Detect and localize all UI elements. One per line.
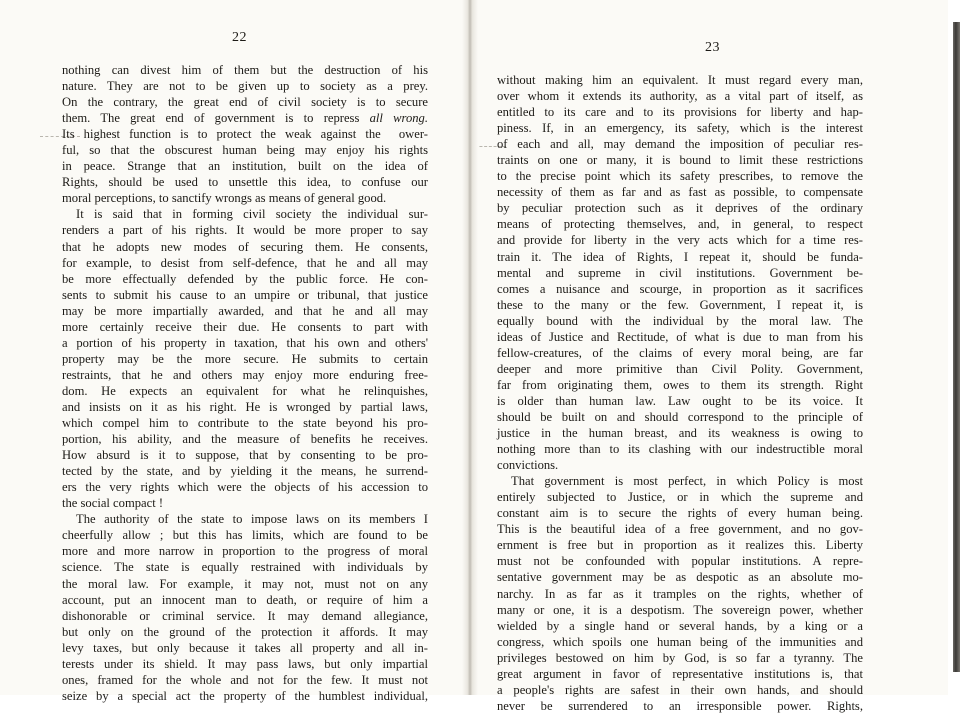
text-line xyxy=(497,473,863,489)
text-line-content: ernment is free but in proportion as it realizes this. Liberty xyxy=(497,538,863,553)
text-line-content: be more effectually defended by the public force. He con- xyxy=(62,271,428,286)
text-line xyxy=(62,495,428,511)
text-line xyxy=(497,361,863,377)
text-line-content: great argument in favor of representative institutions is, that xyxy=(497,666,863,681)
text-line xyxy=(497,120,863,136)
text-line-content: of each and all, may demand the imposition of peculiar res- xyxy=(497,137,863,152)
text-line xyxy=(497,553,863,569)
text-line xyxy=(497,650,863,666)
text-line-content: but only on the ground of the protection it affords. It may xyxy=(62,624,428,639)
text-line-content: equally bound with the individual by the moral law. The xyxy=(497,313,863,328)
edge-shadow xyxy=(953,22,960,672)
text-line-content: science. The state is equally restrained with individuals by xyxy=(62,560,428,575)
text-line xyxy=(62,222,428,238)
text-line-content: narchy. In as far as it tramples on the rights, whether of xyxy=(497,586,863,601)
text-line xyxy=(497,634,863,650)
text-line-content: sents to submit his cause to an umpire or tribunal, that justice xyxy=(62,287,428,302)
text-line-content: may be more impartially awarded, and that he and all may xyxy=(62,303,428,318)
text-line xyxy=(62,447,428,463)
text-line xyxy=(497,618,863,634)
text-line xyxy=(497,281,863,297)
text-line xyxy=(497,569,863,585)
left-page-body xyxy=(62,62,428,704)
text-line-content: nothing more than to its clashing with our indestructible moral xyxy=(497,442,863,457)
text-line-content: the social compact ! xyxy=(62,496,164,511)
text-line-content: renders a part of his rights. It would be more proper to say xyxy=(62,223,428,238)
right-page-body xyxy=(497,72,863,714)
text-line xyxy=(497,409,863,425)
text-line xyxy=(62,399,428,415)
text-line-content: It is said that in forming civil society the individual sur- xyxy=(76,207,428,222)
text-line-content: is older than human law. Law ought to be its voice. It xyxy=(497,393,863,408)
book-gutter xyxy=(462,0,478,695)
text-line xyxy=(62,335,428,351)
text-line xyxy=(62,383,428,399)
text-line xyxy=(62,255,428,271)
text-line xyxy=(62,592,428,608)
text-line-content: entirely subjected to Justice, or in which the supreme and xyxy=(497,490,863,505)
text-line xyxy=(62,608,428,624)
text-line xyxy=(62,78,428,94)
text-line-content: by peculiar protection such as it deprives of the ordinary xyxy=(497,201,863,216)
text-line-content: portion, his ability, and the measure of benefits he receives. xyxy=(62,432,428,447)
text-line xyxy=(62,511,428,527)
text-line-content: and provide for liberty in the very acts which for a time res- xyxy=(497,233,863,248)
text-line-content: piness. If, in an emergency, its safety, which is the interest xyxy=(497,121,863,136)
text-line-content: convictions. xyxy=(497,458,559,473)
text-line-content: justice in the human breast, and its weakness is owing to xyxy=(497,426,863,441)
text-line xyxy=(497,184,863,200)
text-line xyxy=(62,110,428,126)
text-line xyxy=(62,576,428,592)
text-line-content: privileges bestowed on him by God, is so far a tyranny. The xyxy=(497,650,863,665)
right-page xyxy=(470,0,950,713)
text-line-content: mental and supreme in civil institutions. Government be- xyxy=(497,265,863,280)
text-line-content: never be surrendered to an irresponsible power. Rights, xyxy=(497,698,863,713)
text-line xyxy=(497,537,863,553)
text-line-content: fellow-creatures, of the claims of every moral being, are far xyxy=(497,345,863,360)
text-line-content: means of protecting themselves, and, in general, to respect xyxy=(497,217,863,232)
text-line xyxy=(62,367,428,383)
text-line-content: should be built on and should correspond to the principle of xyxy=(497,409,863,424)
text-line-content: On the contrary, the great end of civil society is to secure xyxy=(62,95,428,110)
text-line xyxy=(62,319,428,335)
text-line xyxy=(497,489,863,505)
text-line xyxy=(62,351,428,367)
text-line xyxy=(497,521,863,537)
text-line xyxy=(62,271,428,287)
text-line xyxy=(497,152,863,168)
text-line xyxy=(497,249,863,265)
text-line xyxy=(497,441,863,457)
text-line xyxy=(62,206,428,222)
text-line-content: and insists on it as his right. He is wronged by partial laws, xyxy=(62,399,428,414)
text-line-content: ers the very rights which were the objects of his accession to xyxy=(62,480,428,495)
text-line-content: levy taxes, but only because it takes all property and all in- xyxy=(62,640,428,655)
text-line-content: congress, which spoils one human being of the immunities and xyxy=(497,634,863,649)
text-line-content: nothing can divest him of them but the destruction of his xyxy=(62,63,428,77)
text-line-content: cheerfully allow ; but this has limits, which are found to be xyxy=(62,528,428,543)
text-line-content: to the precise point which its safety prescribes, to remove the xyxy=(497,169,863,184)
text-line-content: more and more narrow in proportion to the progress of moral xyxy=(62,544,428,559)
text-line xyxy=(497,457,863,473)
text-line xyxy=(497,297,863,313)
text-line xyxy=(62,559,428,575)
text-line-content: a people's rights are safest in their own hands, and should xyxy=(497,682,863,697)
text-line-content: many or one, it is a despotism. The sovereign power, whether xyxy=(497,602,863,617)
text-line xyxy=(62,126,428,142)
text-line-content: for example, to desist from self-defence, that he and all may xyxy=(62,255,428,270)
text-line xyxy=(497,586,863,602)
text-line-content: ones, framed for the whole and not for the few. It must not xyxy=(62,672,428,687)
text-line-content: these to the many or the few. Government, I repeat it, is xyxy=(497,297,863,312)
text-line xyxy=(497,377,863,393)
text-line xyxy=(62,527,428,543)
text-line xyxy=(497,88,863,104)
text-line-content: sentative government may be as despotic as an absolute mo- xyxy=(497,570,863,585)
text-line-content: which compel him to contribute to the state beyond his pro- xyxy=(62,416,428,431)
text-line xyxy=(62,142,428,158)
text-line-content: more certainly receive their due. He consents to part with xyxy=(62,319,428,334)
text-line xyxy=(497,425,863,441)
text-line xyxy=(497,345,863,361)
text-line-content: far from originating them, owes to them its strength. Right xyxy=(497,377,863,392)
text-line xyxy=(62,672,428,688)
text-line-content: a portion of his property in taxation, that his own and others' xyxy=(62,335,428,350)
text-line-content: seize by a special act the property of the humblest individual, xyxy=(62,688,428,703)
text-line xyxy=(497,329,863,345)
text-line xyxy=(497,200,863,216)
text-line-content: moral perceptions, to sanctify wrongs as means of general good. xyxy=(62,191,387,206)
text-line-content: property may be the more secure. He submits to certain xyxy=(62,351,428,366)
text-line-content: must not be confounded with popular institutions. A repre- xyxy=(497,554,863,569)
text-line xyxy=(62,688,428,704)
text-line xyxy=(497,313,863,329)
text-line-content: necessity of them as far and as fast as possible, to compensate xyxy=(497,185,863,200)
text-line-content: the moral law. For example, it may not, must not on any xyxy=(62,576,428,591)
text-line xyxy=(497,104,863,120)
text-line xyxy=(62,640,428,656)
text-line xyxy=(62,415,428,431)
text-line-content: deeper and more primitive than Civil Polity. Government, xyxy=(497,361,863,376)
text-line-content: ful, so that the obscurest human being may enjoy his rights xyxy=(62,143,428,158)
text-line xyxy=(62,479,428,495)
text-line-content: nature. They are not to be given up to society as a prey. xyxy=(62,79,428,94)
text-line xyxy=(497,666,863,682)
text-line-content: How absurd is it to suppose, that by consenting to be pro- xyxy=(62,448,428,463)
text-line xyxy=(62,431,428,447)
text-line-content: dishonorable or criminal service. It may demand allegiance, xyxy=(62,608,428,623)
text-line xyxy=(497,682,863,698)
page-edge xyxy=(948,0,980,695)
text-line xyxy=(62,62,428,78)
text-line xyxy=(497,232,863,248)
text-line xyxy=(497,265,863,281)
text-line-content: restraints, that he and others may enjoy more enduring free- xyxy=(62,367,428,382)
page-number-left: 22 xyxy=(232,30,247,45)
text-line-content: Rights, should be used to unsettle this idea, to confuse our xyxy=(62,175,428,190)
text-line-content: tected by the state, and by yielding it the means, he surrend- xyxy=(62,464,428,479)
text-line-content: Its highest function is to protect the weak against the ower- xyxy=(62,127,428,142)
text-line xyxy=(62,287,428,303)
text-line xyxy=(62,94,428,110)
text-line-content: comes a nuisance and scourge, in proportion as it sacrifices xyxy=(497,281,863,296)
text-line xyxy=(62,543,428,559)
text-line xyxy=(62,190,428,206)
text-line-content: that he adopts new modes of securing them. He consents, xyxy=(62,239,428,254)
text-line-content: traints on one or many, it is bound to limit these restrictions xyxy=(497,153,863,168)
text-line-content: terests under its shield. It may pass laws, but only impartial xyxy=(62,656,428,671)
text-line xyxy=(62,463,428,479)
text-line-content: The authority of the state to impose laws on its members I xyxy=(76,512,428,527)
text-line xyxy=(497,216,863,232)
text-line xyxy=(62,158,428,174)
text-line-content: This is the beautiful idea of a free government, and no gov- xyxy=(497,522,863,537)
text-line-content: train it. The idea of Rights, I repeat it, should be funda- xyxy=(497,249,863,264)
text-line xyxy=(497,602,863,618)
text-line-content: in peace. Strange that an institution, built on the idea of xyxy=(62,159,428,174)
text-line-content: over whom it extends its authority, as a vital part of itself, as xyxy=(497,89,863,104)
emphasis-text: all wrong. xyxy=(369,111,428,126)
text-line-content: without making him an equivalent. It must regard every man, xyxy=(497,73,863,87)
text-line-content: dom. He expects an equivalent for what he relinquishes, xyxy=(62,383,428,398)
text-line xyxy=(497,393,863,409)
page-number-right: 23 xyxy=(705,40,720,55)
text-line xyxy=(497,168,863,184)
text-line-content: account, put an innocent man to death, or require of him a xyxy=(62,592,428,607)
text-line xyxy=(62,239,428,255)
text-line-content: entitled to its care and to its provisions for liberty and hap- xyxy=(497,105,863,120)
text-line xyxy=(497,136,863,152)
text-line-content: ideas of Justice and Rectitude, of what is due to man from his xyxy=(497,329,863,344)
text-line xyxy=(62,303,428,319)
text-line-content: constant aim is to secure the rights of every human being. xyxy=(497,506,863,521)
text-line xyxy=(62,656,428,672)
text-line xyxy=(497,72,863,88)
left-page xyxy=(0,0,470,703)
text-line xyxy=(497,505,863,521)
text-line xyxy=(497,698,863,714)
text-line-content: them. The great end of government is to repress xyxy=(62,111,370,126)
text-line xyxy=(62,624,428,640)
text-line-content: wielded by a single hand or several hands, by a king or a xyxy=(497,618,863,633)
text-line-content: That government is most perfect, in which Policy is most xyxy=(511,474,863,489)
text-line xyxy=(62,174,428,190)
